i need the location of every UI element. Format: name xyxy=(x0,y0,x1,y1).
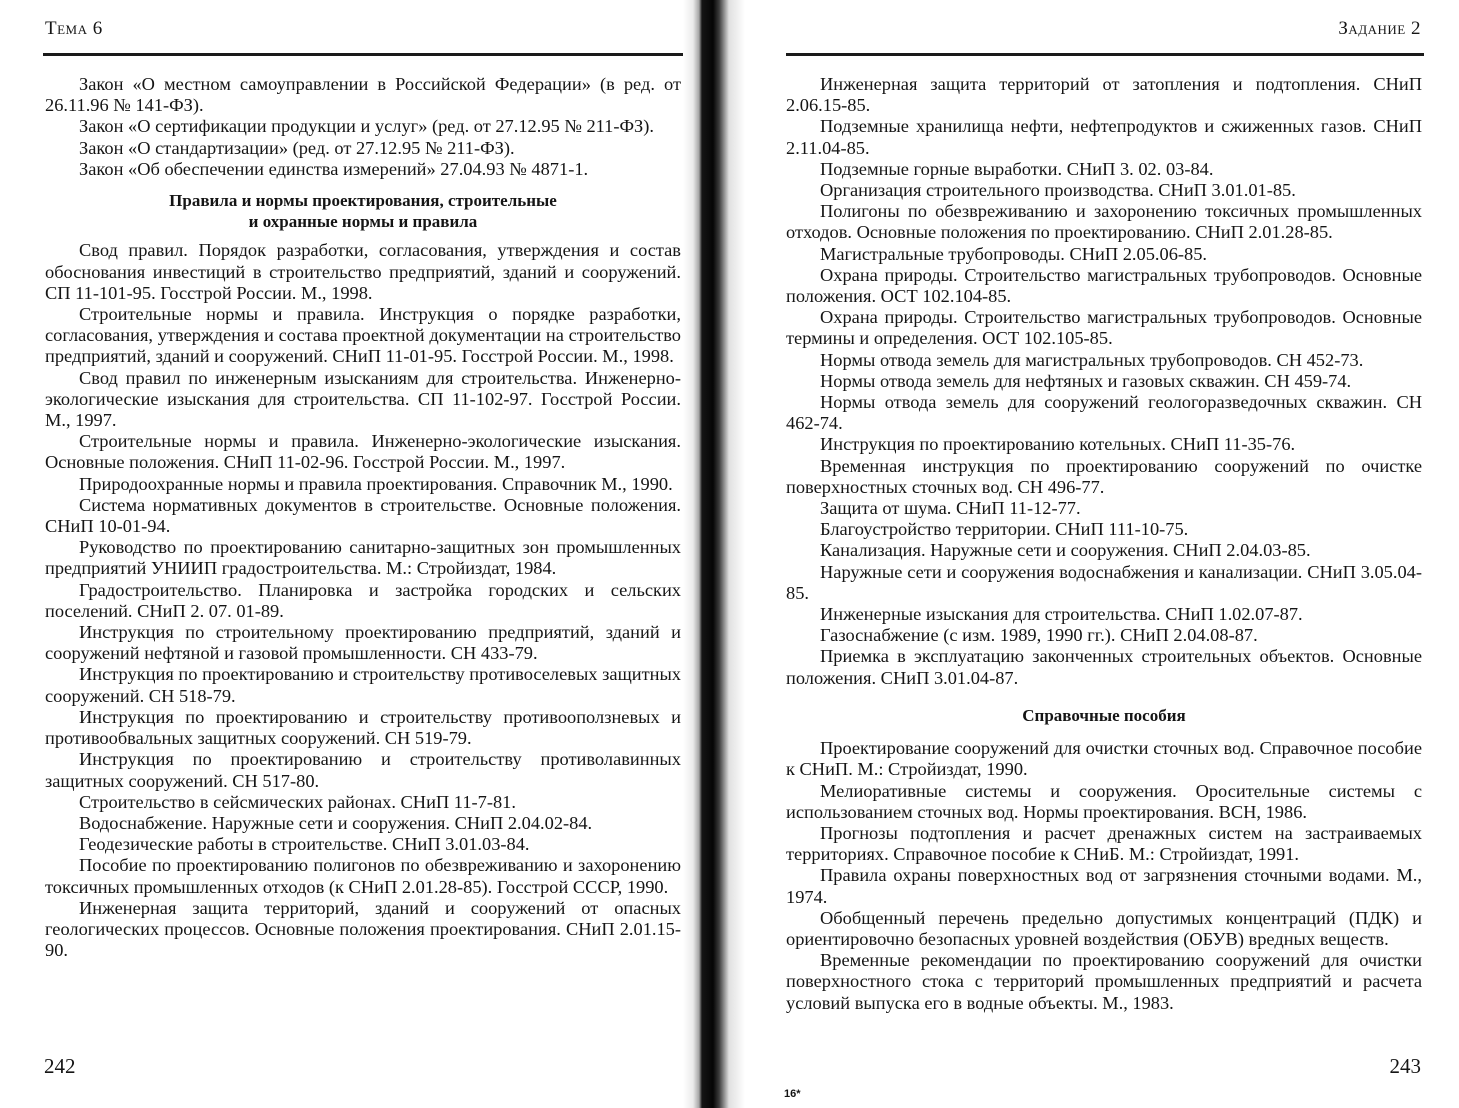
bibliography-entry: Мелиоративные системы и сооружения. Оросительные системы с использованием сточных вод. Нормы проектирования. ВСН, 1986. xyxy=(786,780,1422,822)
entries-after-heading xyxy=(786,738,1422,1014)
bibliography-entry: Закон «О стандартизации» (ред. от 27.12.95 № 211-ФЗ). xyxy=(79,137,515,158)
bibliography-entry: Строительные нормы и правила. Инженерно-экологические изыскания. Основные положения. СНиП 11-02-96. Госстрой России. М., 1997. xyxy=(45,431,681,473)
bibliography-entry: Наружные сети и сооружения водоснабжения и канализации. СНиП 3.05.04-85. xyxy=(786,561,1422,603)
bibliography-entry: Свод правил по инженерным изысканиям для строительства. Инженерно-экологические изыскания для строительства. СП 11-102-97. Госстрой России. М., 1997. xyxy=(45,367,681,431)
bibliography-entry: Инструкция по проектированию и строительству противолавинных защитных сооружений. СН 517-80. xyxy=(45,749,681,791)
bibliography-entry: Прогнозы подтопления и расчет дренажных систем на застраиваемых территориях. Справочное пособие к СНиБ. М.: Стройиздат, 1991. xyxy=(786,822,1422,865)
bibliography-entry: Инженерные изыскания для строительства. СНиП 1.02.07-87. xyxy=(820,604,1303,625)
bibliography-entry: Магистральные трубопроводы. СНиП 2.05.06-85. xyxy=(820,243,1208,264)
bibliography-entry: Закон «О сертификации продукции и услуг» (ред. от 27.12.95 № 211-ФЗ). xyxy=(79,116,654,137)
bibliography-entry: Полигоны по обезвреживанию и захоронению токсичных промышленных отходов. Основные положения по проектированию. СНиП 2.01.28-85. xyxy=(786,201,1422,243)
bibliography-entry: Инструкция по проектированию и строительству противооползневых и противообвальных защитных сооружений. СН 519-79. xyxy=(45,706,681,749)
bibliography-entry: Нормы отвода земель для нефтяных и газовых скважин. СН 459-74. xyxy=(820,370,1352,391)
bibliography-entry: Благоустройство территории. СНиП 111-10-75. xyxy=(820,519,1189,540)
bibliography-entry: Инструкция по проектированию котельных. СНиП 11-35-76. xyxy=(820,434,1296,455)
bibliography-entry: Строительные нормы и правила. Инструкция о порядке разработки, согласования, утверждения и состава проектной документации на строительство предприятий, зданий и сооружений. СНиП 11-01-95. Госстрой России. М., 1998. xyxy=(45,304,681,367)
bibliography-entry: Подземные хранилища нефти, нефтепродуктов и сжиженных газов. СНиП 2.11.04-85. xyxy=(786,116,1422,158)
entries-after-heading xyxy=(45,240,681,961)
bibliography-entry: Инженерная защита территорий от затопления и подтопления. СНиП 2.06.15-85. xyxy=(786,74,1422,116)
left-page xyxy=(0,0,700,1108)
section-heading: Правила и нормы проектирования, строительные и охранные нормы и правила xyxy=(169,191,557,232)
text-column xyxy=(45,74,681,961)
bibliography-entry: Нормы отвода земель для магистральных трубопроводов. СН 452-73. xyxy=(820,349,1364,370)
bibliography-entry: Организация строительного производства. СНиП 3.01.01-85. xyxy=(820,180,1296,201)
bibliography-entry: Газоснабжение (с изм. 1989, 1990 гг.). СНиП 2.04.08-87. xyxy=(820,625,1258,646)
bibliography-entry: Градостроительство. Планировка и застройка городских и сельских поселений. СНиП 2. 07. 01-89. xyxy=(45,579,681,621)
bibliography-entry: Правила охраны поверхностных вод от загрязнения сточными водами. М., 1974. xyxy=(786,865,1422,907)
running-head: Тема 6 xyxy=(45,18,103,39)
bibliography-entry: Закон «Об обеспечении единства измерений» 27.04.93 № 4871-1. xyxy=(79,158,589,179)
header-rule xyxy=(786,53,1424,56)
bibliography-entry: Охрана природы. Строительство магистральных трубопроводов. Основные термины и определения. ОСТ 102.105-85. xyxy=(786,307,1422,349)
bibliography-entry: Система нормативных документов в строительстве. Основные положения. СНиП 10-01-94. xyxy=(45,494,681,537)
bibliography-entry: Пособие по проектированию полигонов по обезвреживанию и захоронению токсичных промышленных отходов (к СНиП 2.01.28-85). Госстрой СССР, 1990. xyxy=(45,855,681,897)
bibliography-entry: Строительство в сейсмических районах. СНиП 11-7-81. xyxy=(79,791,516,812)
bibliography-entry: Проектирование сооружений для очистки сточных вод. Справочное пособие к СНиП. М.: Стройиздат, 1990. xyxy=(786,738,1422,780)
bibliography-entry: Временная инструкция по проектированию сооружений по очистке поверхностных сточных вод. СН 496-77. xyxy=(786,455,1422,497)
bibliography-entry: Приемка в эксплуатацию законченных строительных объектов. Основные положения. СНиП 3.01.04-87. xyxy=(786,646,1422,688)
bibliography-entry: Инструкция по строительному проектированию предприятий, зданий и сооружений нефтяной и газовой промышленности. СН 433-79. xyxy=(45,622,681,664)
bibliography-entry: Нормы отвода земель для сооружений геологоразведочных скважин. СН 462-74. xyxy=(786,392,1422,434)
bibliography-entry: Закон «О местном самоуправлении в Российской Федерации» (в ред. от 26.11.96 № 141-ФЗ). xyxy=(45,74,681,116)
right-page xyxy=(700,0,1459,1108)
bibliography-entry: Водоснабжение. Наружные сети и сооружения. СНиП 2.04.02-84. xyxy=(79,812,593,833)
signature-mark: 16* xyxy=(784,1088,801,1100)
section-heading: Справочные пособия xyxy=(1022,705,1186,725)
bibliography-entry: Инструкция по проектированию и строительству противоселевых защитных сооружений. СН 518-79. xyxy=(45,664,681,706)
bibliography-entry: Природоохранные нормы и правила проектирования. Справочник М., 1990. xyxy=(79,473,673,494)
bibliography-entry: Свод правил. Порядок разработки, согласования, утверждения и состав обоснования инвестиций в строительство предприятий, зданий и сооружений. СП 11-101-95. Госстрой России. М., 1998. xyxy=(45,240,681,303)
bibliography-entry: Защита от шума. СНиП 11-12-77. xyxy=(820,498,1081,519)
running-head: Задание 2 xyxy=(1338,18,1421,39)
bibliography-entry: Временные рекомендации по проектированию сооружений для очистки поверхностного стока с территорий промышленных предприятий и расчета условий выпуска его в водные объекты. М., 1983. xyxy=(786,950,1422,1013)
bibliography-entry: Подземные горные выработки. СНиП 3. 02. 03-84. xyxy=(820,158,1214,179)
entries-before-heading xyxy=(45,74,681,180)
bibliography-entry: Инженерная защита территорий, зданий и сооружений от опасных геологических процессов. Основные положения проектирования. СНиП 2.01.15-90. xyxy=(45,897,681,961)
bibliography-entry: Геодезические работы в строительстве. СНиП 3.01.03-84. xyxy=(79,834,530,855)
header-rule xyxy=(43,53,683,56)
entries-before-heading xyxy=(786,74,1422,689)
page-number: 243 xyxy=(1389,1054,1421,1078)
bibliography-entry: Руководство по проектированию санитарно-защитных зон промышленных предприятий УНИИП градостроительства. М.: Стройиздат, 1984. xyxy=(45,537,681,579)
bibliography-entry: Канализация. Наружные сети и сооружения. СНиП 2.04.03-85. xyxy=(820,540,1311,561)
page-number: 242 xyxy=(44,1054,76,1078)
bibliography-entry: Обобщенный перечень предельно допустимых концентраций (ПДК) и ориентировочно безопасных уровней воздействия (ОБУВ) вредных веществ. xyxy=(786,907,1422,949)
bibliography-entry: Охрана природы. Строительство магистральных трубопроводов. Основные положения. ОСТ 102.104-85. xyxy=(786,264,1422,307)
text-column xyxy=(786,74,1422,1014)
